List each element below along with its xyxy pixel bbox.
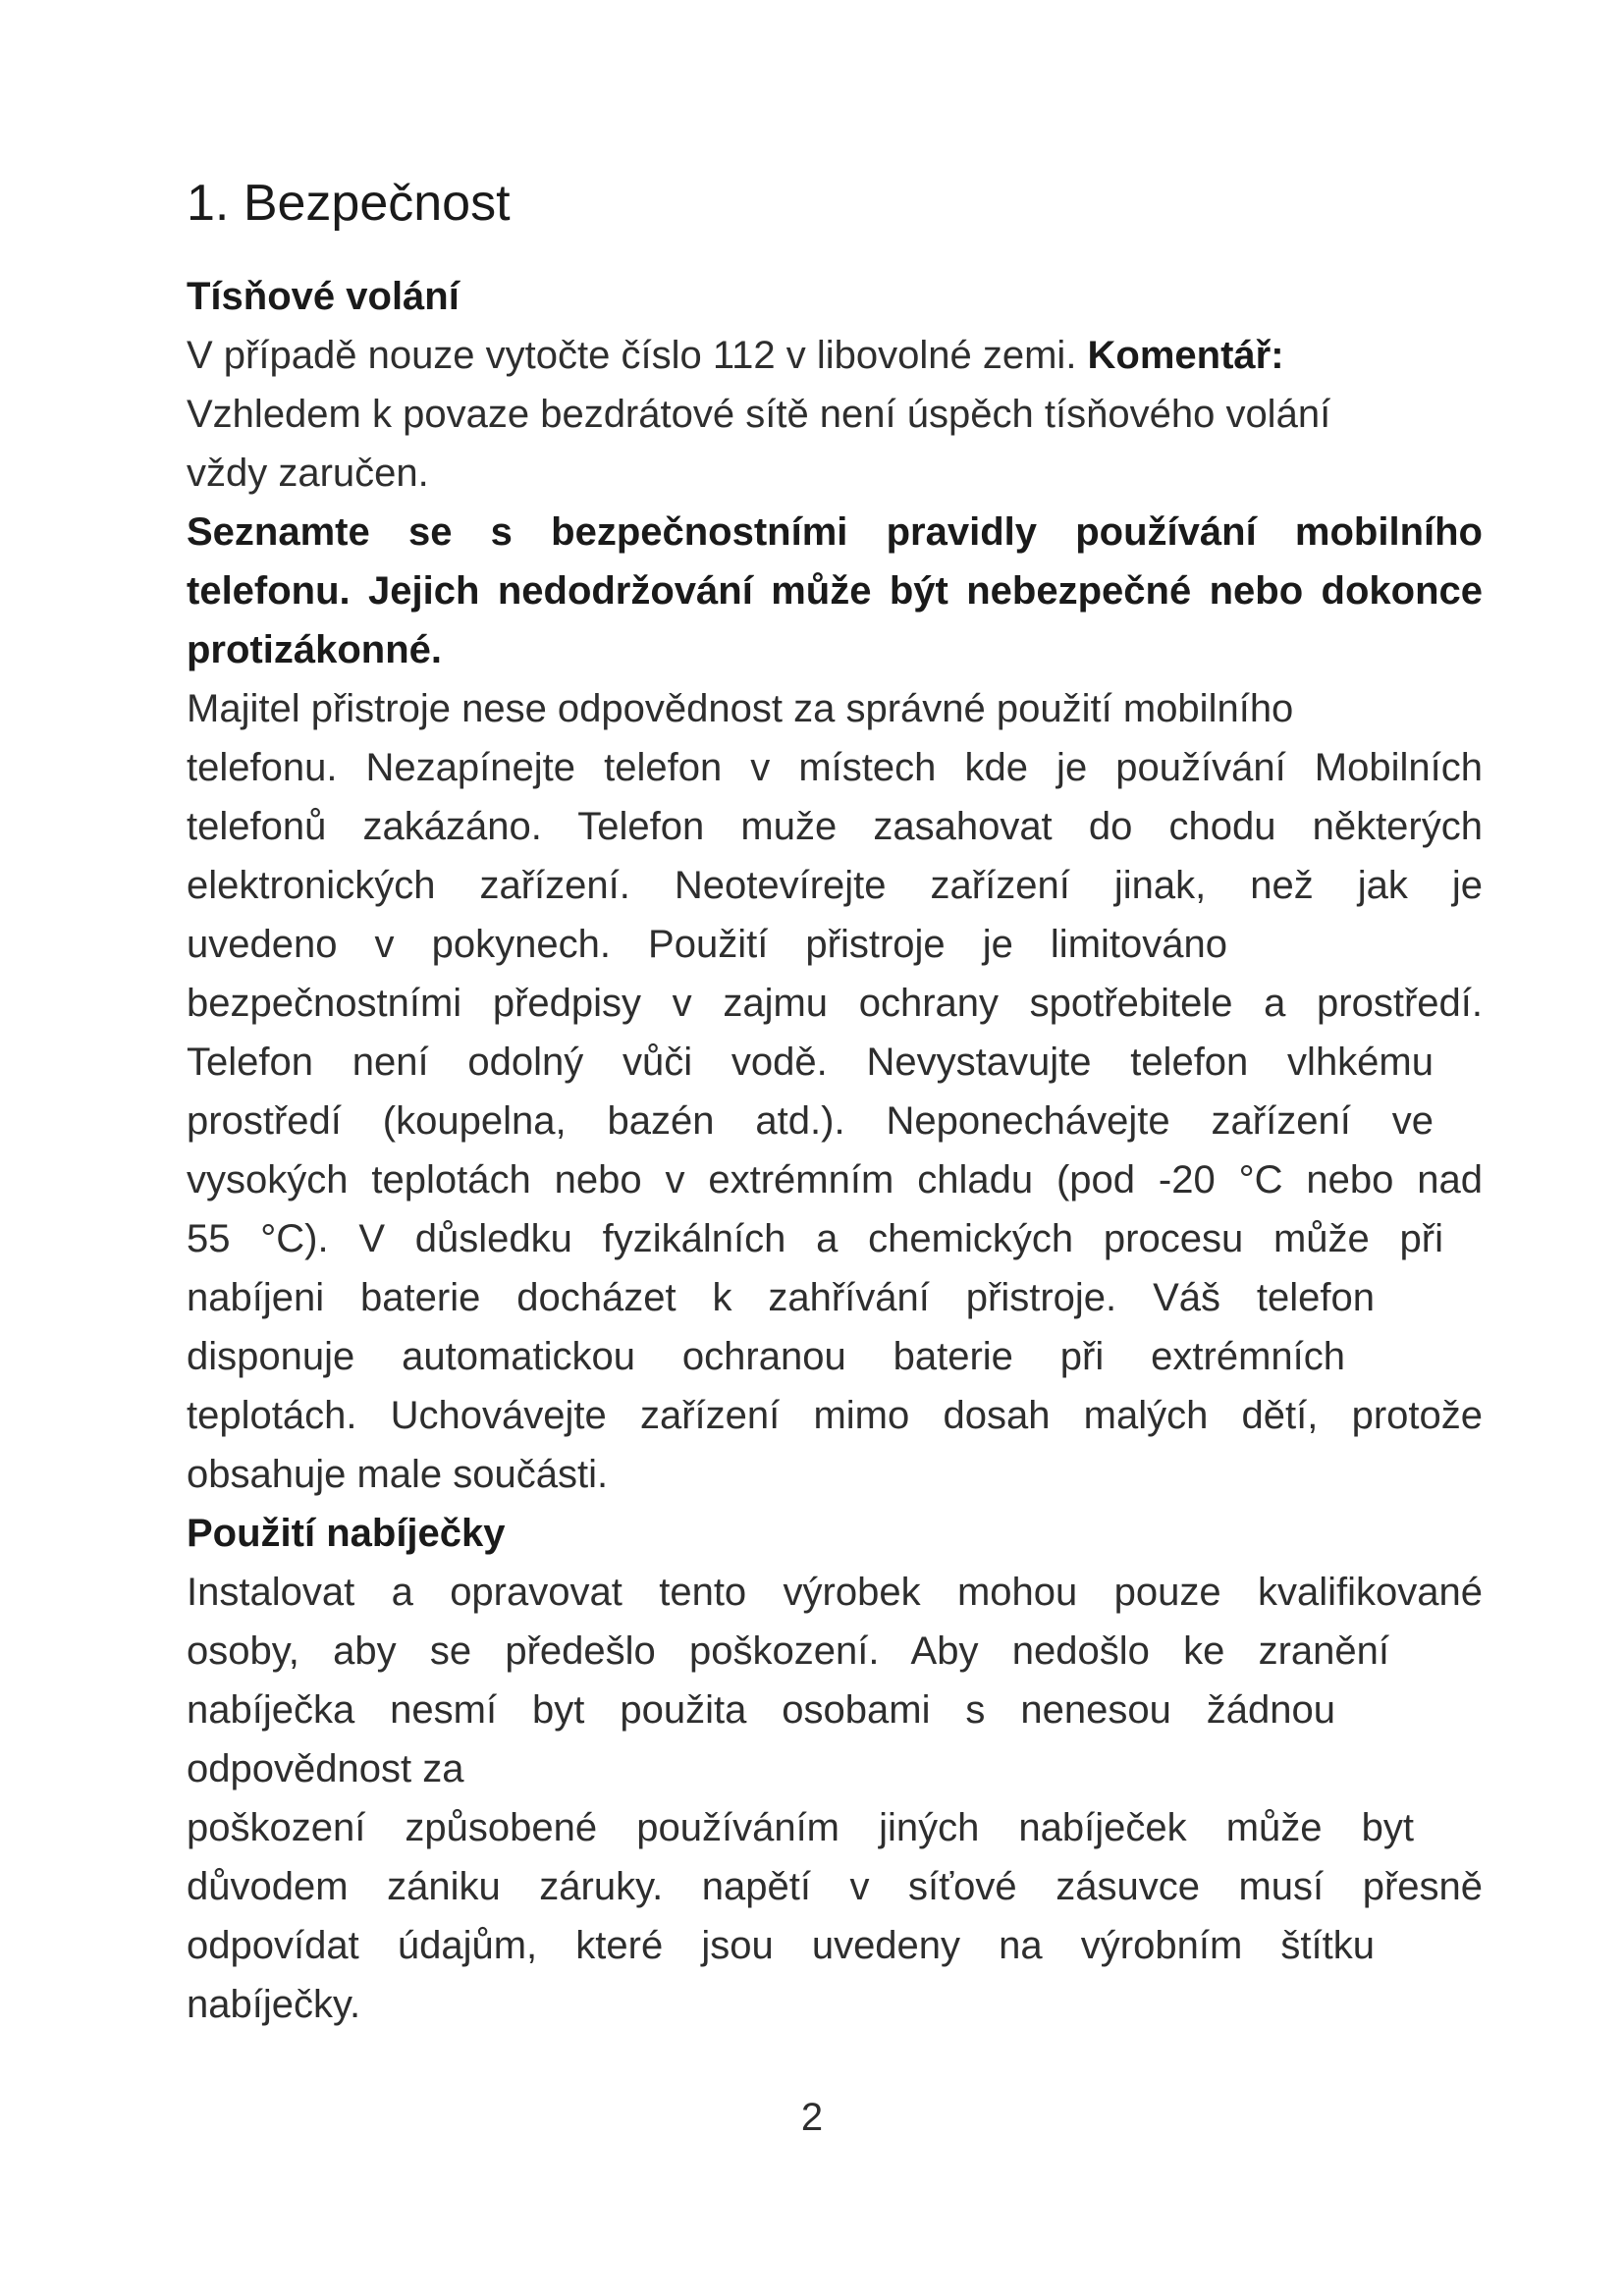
text-line: telefonu. Nezapínejte telefon v místech kde je používání Mobilních [187,746,1483,789]
page-number: 2 [800,2096,824,2139]
text-line: obsahuje male součásti. [187,1453,609,1496]
text-line-segment: V případě nouze vytočte číslo 112 v libovolné zemi. [187,334,1088,377]
text-line: 55 °C). V důsledku fyzikálních a chemických procesu může při [187,1217,1443,1260]
text-line: Instalovat a opravovat tento výrobek mohou pouze kvalifikované [187,1571,1483,1614]
text-line: osoby, aby se předešlo poškození. Aby nedošlo ke zranění [187,1629,1389,1673]
text-line [187,326,1483,385]
text-line: Telefon není odolný vůči vodě. Nevystavujte telefon vlhkému [187,1041,1434,1084]
text-line: nabíjeni baterie docházet k zahřívání přistroje. Váš telefon [187,1276,1375,1319]
page-content [187,169,1483,2034]
text-line: odpovědnost za [187,1747,464,1790]
text-line: vysokých teplotách nebo v extrémním chladu (pod -20 °C nebo nad [187,1158,1483,1201]
text-line: odpovídat údajům, které jsou uvedeny na výrobním štítku [187,1924,1375,1967]
text-line: uvedeno v pokynech. Použití přistroje je limitováno [187,923,1227,966]
warning-line: protizákonné. [187,628,443,671]
comment-label: Komentář: [1087,334,1284,377]
section-heading-charger-use: Použití nabíječky [187,1512,506,1555]
text-line: poškození způsobené používáním jiných nabíječek může byt [187,1806,1414,1849]
text-line: Vzhledem k povaze bezdrátové sítě není úspěch tísňového volání [187,393,1331,436]
text-line: bezpečnostními předpisy v zajmu ochrany spotřebitele a prostředí. [187,982,1483,1025]
text-line: disponuje automatickou ochranou baterie při extrémních [187,1335,1345,1378]
text-line: teplotách. Uchovávejte zařízení mimo dosah malých dětí, protože [187,1394,1483,1437]
text-line: elektronických zařízení. Neotevírejte zařízení jinak, než jak je [187,864,1483,907]
text-line: vždy zaručen. [187,452,429,495]
page-title: 1. Bezpečnost [187,175,511,232]
text-line: telefonů zakázáno. Telefon muže zasahovat do chodu některých [187,805,1483,848]
text-line: nabíječky. [187,1983,361,2026]
text-line: prostředí (koupelna, bazén atd.). Neponechávejte zařízení ve [187,1099,1434,1143]
section-heading-emergency-call: Tísňové volání [187,275,460,318]
text-line: důvodem zániku záruky. napětí v síťové zásuvce musí přesně [187,1865,1483,1908]
text-line: Majitel přistroje nese odpovědnost za správné použití mobilního [187,687,1294,730]
text-line: nabíječka nesmí byt použita osobami s nenesou žádnou [187,1688,1335,1732]
warning-line: Seznamte se s bezpečnostními pravidly používání mobilního [187,510,1483,554]
warning-line: telefonu. Jejich nedodržování může být nebezpečné nebo dokonce [187,569,1483,613]
